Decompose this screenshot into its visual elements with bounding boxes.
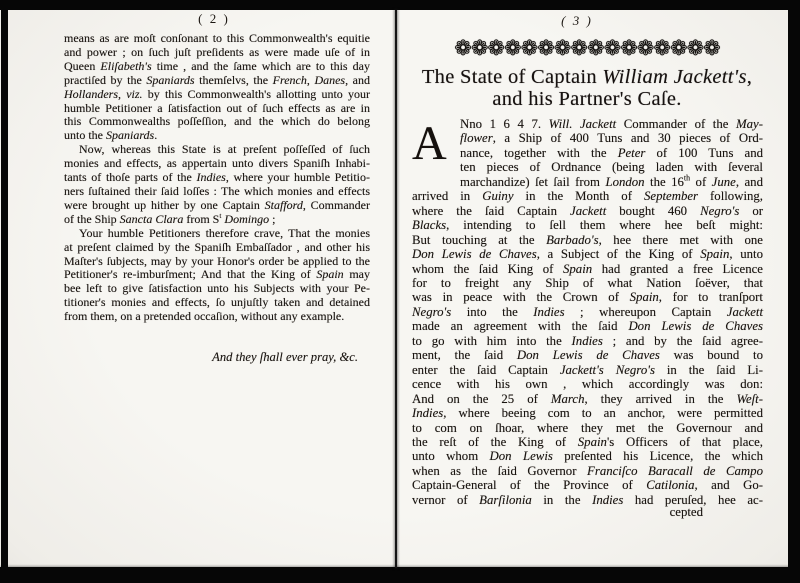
italic-run: Spain [563, 261, 593, 276]
text-line: titioner's monies and effects, ſo unjuſtly taken and detained [64, 295, 370, 310]
text-line: Nno 1 6 4 7. Will. Jackett Commander of the May- [460, 117, 763, 131]
italic-run: flower [460, 131, 493, 146]
italic-run: September [644, 189, 699, 204]
text-line: from them, on a pretended occaſion, without any example. [64, 309, 345, 324]
italic-run: Hollanders, viz. [64, 86, 143, 101]
text-line: unto the Spaniards. [64, 128, 158, 143]
text-line: flower, a Ship of 400 Tuns and 30 pieces of Ord- [460, 131, 763, 146]
text-line: unto whom Don Lewis preſented his Licence, the which [412, 449, 763, 464]
left-page-text [64, 32, 370, 324]
text-line: Negro's into the Indies ; whereupon Captain Jackett [412, 304, 764, 319]
italic-run: Barſilonia [479, 492, 532, 507]
text-line: arrived in Guiny in the Month of September following, [412, 189, 763, 204]
text-line: humble Petitioner a ſatisfaction out of ſuch effects as are in [64, 100, 370, 115]
title-line-2: and his Partner's Caſe. [492, 88, 682, 110]
text-line: vernor of Barſilonia in the Indies had peruſed, hee ac- [412, 492, 763, 507]
text-line: But touching at the Barbado's, hee there met with one [412, 232, 763, 247]
italic-run: Don Lewis de Chaves [516, 348, 660, 363]
text-line: Don Lewis de Chaves, a Subject of the King of Spain, unto [412, 247, 763, 262]
italic-run: Spain [316, 267, 344, 282]
text-line: monies and effects, as appertain unto divers Spaniſh Inhabi- [64, 156, 370, 171]
text-line: practiſed by the Spaniards themſelvs, the French, Danes, and [64, 72, 371, 87]
italic-run: Don Lewis de Chaves [412, 247, 537, 262]
scan-border-top [0, 0, 800, 10]
italic-run: Indies [592, 492, 624, 507]
text-line: marchandize) ſet ſail from London the 16th of June, and [460, 173, 763, 189]
italic-run: Negro's [700, 203, 740, 218]
italic-run: Danes [314, 72, 346, 87]
italic-run: Weſt- [736, 391, 763, 406]
scan-border-right [788, 0, 800, 583]
text-line: this Commonwealths poſſeſſion, and the which do belong [64, 114, 370, 129]
italic-run: Indies [196, 170, 226, 185]
text-line: of the Ship Sancta Clara from $S^t$ Domingo ; [64, 210, 276, 226]
text-line: made an agreement with the ſaid Don Lewis de Chaves [412, 319, 763, 334]
text-line: Blacks, intending to ſell them where hee beſt might: [412, 218, 763, 233]
page-gutter-fold [395, 10, 397, 568]
text-line: whom the ſaid King of Spain had granted a free Licence [412, 261, 763, 276]
italic-run: Blacks [412, 218, 447, 233]
text-line: for to freight any Ship of what Nation ſoëver, that [412, 275, 763, 290]
italic-run: Jackett [726, 304, 764, 319]
text-line: ten pieces of Ordnance (being laden with ſeveral [460, 160, 763, 175]
text-line: when as the ſaid Governor Franciſco Baracall de Campo [412, 463, 763, 478]
text-line: where the ſaid Captain Jackett bought 460 Negro's or [412, 203, 764, 218]
right-page-text [412, 117, 763, 507]
text-line: to go with him into the Indies ; and by the ſaid agree- [412, 333, 763, 348]
italic-run: March [550, 391, 585, 406]
page-title [408, 66, 766, 110]
left-page-number: ( 2 ) [198, 11, 230, 26]
text-line: And on the 25 of March, they arrived in the Weſt- [412, 391, 763, 406]
italic-run: Will. Jackett [548, 117, 617, 131]
italic-run: Guiny [482, 189, 514, 204]
text-line: cence with his own , which accordingly was don: [412, 377, 763, 392]
italic-run: Don Lewis [489, 449, 553, 464]
italic-run: Don Lewis de Chaves [628, 319, 763, 334]
text-line: Petitioner's re-imburſment; And that the King of Spain may [64, 267, 370, 282]
italic-run: Indies [533, 304, 565, 319]
italic-run: June [711, 174, 736, 189]
italic-run: Negro's [412, 304, 452, 319]
italic-run: Sancta Clara [119, 211, 184, 226]
fleuron-ornament-row: ❁❁❁❁❁❁❁❁❁❁❁❁❁❁❁❁ [454, 36, 720, 60]
text-line: Captain-General of the Province of Catilonia, and Go- [412, 478, 763, 493]
italic-run: Domingo [224, 211, 270, 226]
text-line: and power ; on ſuch juſt preſidents as were made uſe of in [64, 44, 370, 59]
text-line: Hollanders, viz. by this Commonwealth's allotting unto your [64, 86, 370, 101]
right-page-lines [412, 117, 763, 507]
italic-run: Indies [412, 406, 444, 421]
italic-run: Spain [629, 290, 659, 305]
italic-run: Barbado's [546, 232, 599, 247]
italic-run: Spain [577, 434, 607, 449]
italic-run: Peter [617, 145, 646, 160]
title-line-1: The State of Captain William Jackett's, [421, 66, 753, 88]
text-line: Now, whereas this State is at preſent poſſeſſed of ſuch [79, 142, 370, 157]
italic-run: Jackett's Negro's [559, 362, 655, 377]
scan-border-bottom [0, 567, 800, 583]
italic-run: London [605, 174, 645, 189]
catchword: cepted [669, 505, 703, 519]
italic-run: Spaniards [146, 72, 195, 87]
text-line: Your humble Petitioners therefore crave, That the monies [79, 225, 370, 240]
text-line: the reſt of the King of Spain's Officers of that place, [412, 434, 763, 449]
superscript: t [219, 210, 222, 220]
text-line: ment, the ſaid Don Lewis de Chaves was bound to [412, 348, 763, 363]
text-line: was in peace with the Crown of Spain, for to tranſport [412, 290, 763, 305]
text-line: Maſter's ſubjects, may by your Honor's order be applied to the [64, 253, 370, 268]
italic-run: Franciſco Baracall de Campo [587, 463, 763, 478]
italic-run: Indies [571, 333, 603, 348]
text-line: Indies, where beeing com to an anchor, were permitted [412, 406, 763, 421]
text-line: nance, together with the Peter of 100 Tuns and [460, 145, 763, 160]
italic-run: May- [736, 117, 763, 131]
text-line: enter the ſaid Captain Jackett's Negro's in the ſaid Li- [412, 362, 763, 377]
italic-run: Stafford [264, 197, 303, 212]
italic-run: French [272, 72, 307, 87]
text-line: were brought up hither by one Captain Stafford, Commander [64, 197, 370, 212]
text-line: bee left to give ſatisfaction unto his Subjects with your Pe- [64, 281, 370, 296]
italic-run: Spain [700, 247, 730, 262]
text-line: to com on ſhoar, where they met the Governour and [412, 420, 763, 435]
italic-run: Jackett [570, 203, 607, 218]
left-page-closing-line: And they ſhall ever pray, &c. [212, 350, 358, 364]
superscript: th [683, 173, 691, 183]
italic-run: William Jackett's [602, 66, 747, 88]
text-line: Queen Eliſabeth's time , and the ſame which are to this day [64, 58, 371, 73]
italic-run: Eliſabeth's [100, 58, 152, 73]
text-line: ners ſuſtained their ſaid loſſes : The which monies and effects [64, 183, 370, 198]
italic-run: Spaniards [106, 128, 155, 143]
text-line: tants of thoſe parts of the Indies, where your humble Petitio- [64, 170, 371, 185]
text-line: at preſent claimed by the Spaniſh Embaſſador , and other his [64, 239, 370, 254]
text-line: means as are moſt conſonant to this Commonwealth's equitie [64, 31, 370, 45]
drop-cap-initial: A [412, 117, 447, 170]
italic-run: Catilonia [646, 478, 695, 493]
scan-border-left [1, 0, 8, 583]
right-page-number: ( 3 ) [561, 13, 593, 28]
